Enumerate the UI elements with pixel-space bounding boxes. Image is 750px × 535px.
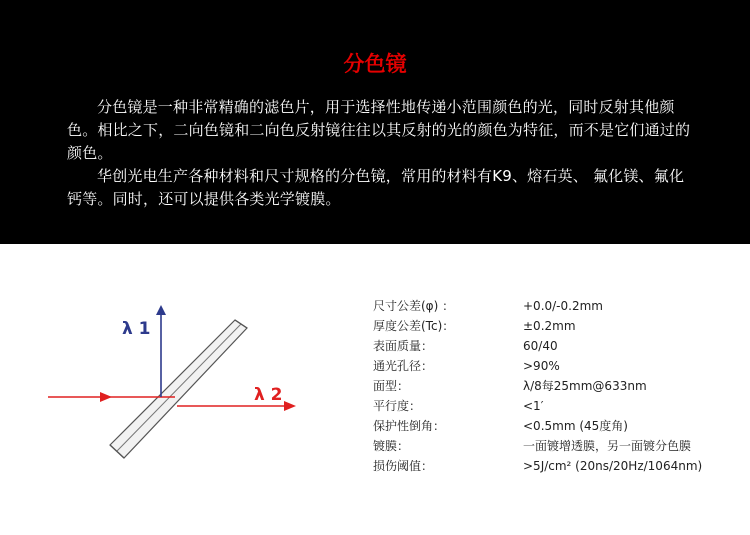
page-title: 分色镜 — [343, 52, 407, 76]
spec-label: 表面质量： — [373, 339, 434, 353]
spec-value: +0.0/-0.2mm — [523, 299, 603, 313]
intro-text — [67, 96, 692, 211]
spec-value: >90% — [523, 359, 560, 373]
spec-label: 平行度： — [373, 399, 422, 413]
dichroic-mirror-diagram — [40, 290, 310, 480]
spec-row — [373, 336, 743, 356]
intro-paragraph-2: 华创光电生产各种材料和尺寸规格的分色镜，常用的材料有K9、熔石英、 氟化镁、氟化钙等。同时，还可以提供各类光学镀膜。 — [67, 167, 685, 208]
spec-value: λ/8每25mm@633nm — [523, 379, 647, 393]
spec-row — [373, 416, 743, 436]
spec-value: ±0.2mm — [523, 319, 576, 333]
spec-label: 镀膜： — [373, 439, 410, 453]
spec-row — [373, 296, 743, 316]
spec-value: <0.5mm (45度角) — [523, 419, 628, 433]
spec-row — [373, 356, 743, 376]
spec-label: 保护性倒角： — [373, 419, 446, 433]
spec-row — [373, 316, 743, 336]
spec-row — [373, 396, 743, 416]
spec-label: 损伤阈值： — [373, 459, 434, 473]
spec-value: >5J/cm² (20ns/20Hz/1064nm) — [523, 459, 703, 473]
spec-label: 厚度公差(Tc)： — [373, 319, 455, 333]
spec-value: <1′ — [523, 399, 544, 413]
header-banner — [0, 0, 750, 244]
spec-label: 面型： — [373, 379, 410, 393]
spec-row — [373, 376, 743, 396]
mirror-plate — [110, 320, 247, 458]
spec-table — [373, 296, 743, 476]
spec-value: 60/40 — [523, 339, 558, 353]
spec-row — [373, 436, 743, 456]
spec-row — [373, 456, 743, 476]
lambda2-label: λ 2 — [254, 385, 283, 405]
spec-label: 尺寸公差(φ) ： — [373, 299, 455, 313]
spec-value: 一面镀增透膜，另一面镀分色膜 — [523, 439, 692, 453]
intro-paragraph-1: 分色镜是一种非常精确的滤色片，用于选择性地传递小范围颜色的光，同时反射其他颜色。相比之下，二向色镜和二向色反射镜往往以其反射的光的颜色为特征，而不是它们通过的颜色。 — [67, 98, 691, 162]
lambda1-label: λ 1 — [122, 319, 151, 339]
spec-label: 通光孔径： — [373, 359, 434, 373]
